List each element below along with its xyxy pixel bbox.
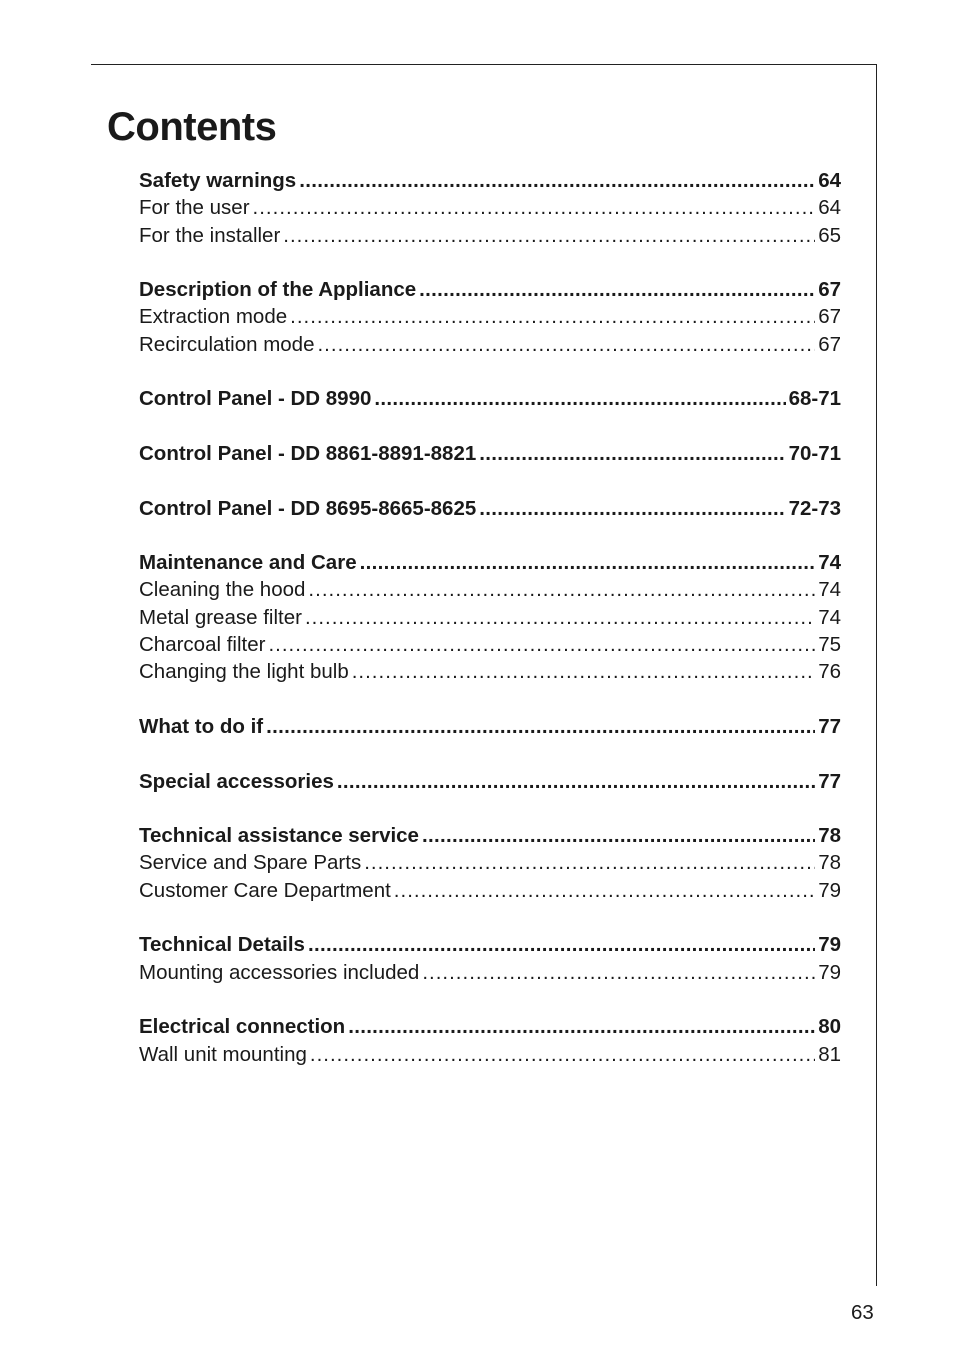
toc-heading-entry	[139, 713, 841, 740]
toc-section	[139, 1013, 841, 1068]
toc-section	[139, 167, 841, 249]
toc-entry-page: 77	[818, 769, 841, 793]
toc-entry-page: 74	[818, 551, 841, 575]
toc-entry-title: What to do if	[139, 714, 264, 738]
toc-entry-title: Safety warnings	[139, 169, 297, 192]
toc-subentry	[139, 1041, 841, 1068]
toc-entry-page: 74	[818, 578, 841, 602]
dot-leader	[308, 576, 815, 603]
toc-heading-entry	[139, 822, 841, 849]
dot-leader	[360, 549, 816, 576]
dot-leader	[266, 713, 815, 740]
toc-entry-title: Metal grease filter	[139, 605, 302, 629]
right-rule	[876, 64, 877, 1286]
toc-entry-page: 76	[818, 660, 841, 684]
dot-leader	[299, 167, 815, 194]
toc-entry-title: Customer Care Department	[139, 878, 391, 902]
toc-heading-entry	[139, 768, 841, 795]
toc-entry-title: Control Panel - DD 8695-8665-8625	[139, 496, 477, 520]
toc-entry-title: Cleaning the hood	[139, 578, 306, 602]
toc-entry-page: 81	[818, 1042, 841, 1066]
toc-entry-title: Control Panel - DD 8990	[139, 387, 372, 411]
toc-entry-title: For the installer	[139, 223, 281, 247]
page-number: 63	[851, 1301, 874, 1324]
dot-leader	[290, 303, 815, 330]
dot-leader	[422, 822, 815, 849]
toc-entry-title: For the user	[139, 196, 250, 220]
toc-subentry	[139, 877, 841, 904]
toc-heading-entry	[139, 495, 841, 522]
toc-section	[139, 768, 841, 795]
toc-subentry	[139, 331, 841, 358]
toc-section	[139, 276, 841, 358]
dot-leader	[348, 1013, 815, 1040]
toc-subentry	[139, 658, 841, 685]
toc-section	[139, 495, 841, 522]
dot-leader	[310, 1041, 815, 1068]
toc-section	[139, 713, 841, 740]
toc-entry-title: Recirculation mode	[139, 332, 315, 356]
dot-leader	[479, 440, 785, 467]
toc-heading-entry	[139, 931, 841, 958]
toc-entry-page: 65	[818, 223, 841, 247]
dot-leader	[253, 194, 816, 221]
toc-subentry	[139, 959, 841, 986]
toc-entry-title: Service and Spare Parts	[139, 851, 362, 875]
top-rule	[91, 64, 877, 65]
dot-leader	[394, 877, 815, 904]
toc-entry-page: 68-71	[788, 387, 841, 411]
toc-entry-page: 78	[818, 851, 841, 875]
toc-entry-title: Extraction mode	[139, 305, 288, 329]
dot-leader	[337, 768, 815, 795]
toc-section	[139, 931, 841, 986]
toc-entry-title: Description of the Appliance	[139, 278, 417, 302]
dot-leader	[283, 222, 815, 249]
dot-leader	[308, 931, 815, 958]
dot-leader	[317, 331, 815, 358]
dot-leader	[352, 658, 815, 685]
toc-entry-page: 79	[818, 878, 841, 902]
toc-entry-title: Technical Details	[139, 933, 305, 957]
dot-leader	[422, 959, 815, 986]
toc-section	[139, 440, 841, 467]
toc-entry-page: 72-73	[788, 496, 841, 520]
toc-entry-page: 77	[818, 714, 841, 738]
toc-entry-page: 78	[818, 824, 841, 848]
toc-entry-page: 74	[818, 605, 841, 629]
toc-subentry	[139, 303, 841, 330]
toc-entry-title: Maintenance and Care	[139, 551, 357, 575]
toc-heading-entry	[139, 167, 841, 194]
toc-entry-title: Control Panel - DD 8861-8891-8821	[139, 441, 477, 465]
dot-leader	[479, 495, 785, 522]
toc-heading-entry	[139, 1013, 841, 1040]
toc-entry-title: Changing the light bulb	[139, 660, 349, 684]
toc-subentry	[139, 194, 841, 221]
dot-leader	[374, 385, 785, 412]
toc-heading-entry	[139, 549, 841, 576]
toc-subentry	[139, 576, 841, 603]
toc-heading-entry	[139, 385, 841, 412]
dot-leader	[268, 631, 815, 658]
toc-entry-title: Electrical connection	[139, 1015, 346, 1039]
toc-entry-page: 79	[818, 960, 841, 984]
toc-subentry	[139, 604, 841, 631]
toc-entry-page: 67	[818, 305, 841, 329]
page-title: Contents	[107, 105, 277, 149]
toc-entry-page: 75	[818, 633, 841, 657]
toc-entry-page: 67	[818, 332, 841, 356]
toc-entry-title: Wall unit mounting	[139, 1042, 307, 1066]
toc-subentry	[139, 849, 841, 876]
toc-subentry	[139, 222, 841, 249]
toc-entry-title: Special accessories	[139, 769, 334, 793]
toc-heading-entry	[139, 440, 841, 467]
toc-section	[139, 549, 841, 685]
toc-entry-page: 67	[818, 278, 841, 302]
dot-leader	[305, 604, 815, 631]
toc-section	[139, 822, 841, 904]
toc-heading-entry	[139, 276, 841, 303]
toc-entry-page: 64	[818, 196, 841, 220]
table-of-contents	[139, 167, 841, 1095]
toc-section	[139, 385, 841, 412]
toc-entry-title: Mounting accessories included	[139, 960, 420, 984]
toc-entry-page: 64	[818, 169, 841, 192]
dot-leader	[364, 849, 815, 876]
toc-entry-title: Charcoal filter	[139, 633, 266, 657]
toc-entry-page: 80	[818, 1015, 841, 1039]
toc-subentry	[139, 631, 841, 658]
toc-entry-title: Technical assistance service	[139, 824, 419, 848]
dot-leader	[419, 276, 815, 303]
toc-entry-page: 79	[818, 933, 841, 957]
toc-entry-page: 70-71	[788, 441, 841, 465]
